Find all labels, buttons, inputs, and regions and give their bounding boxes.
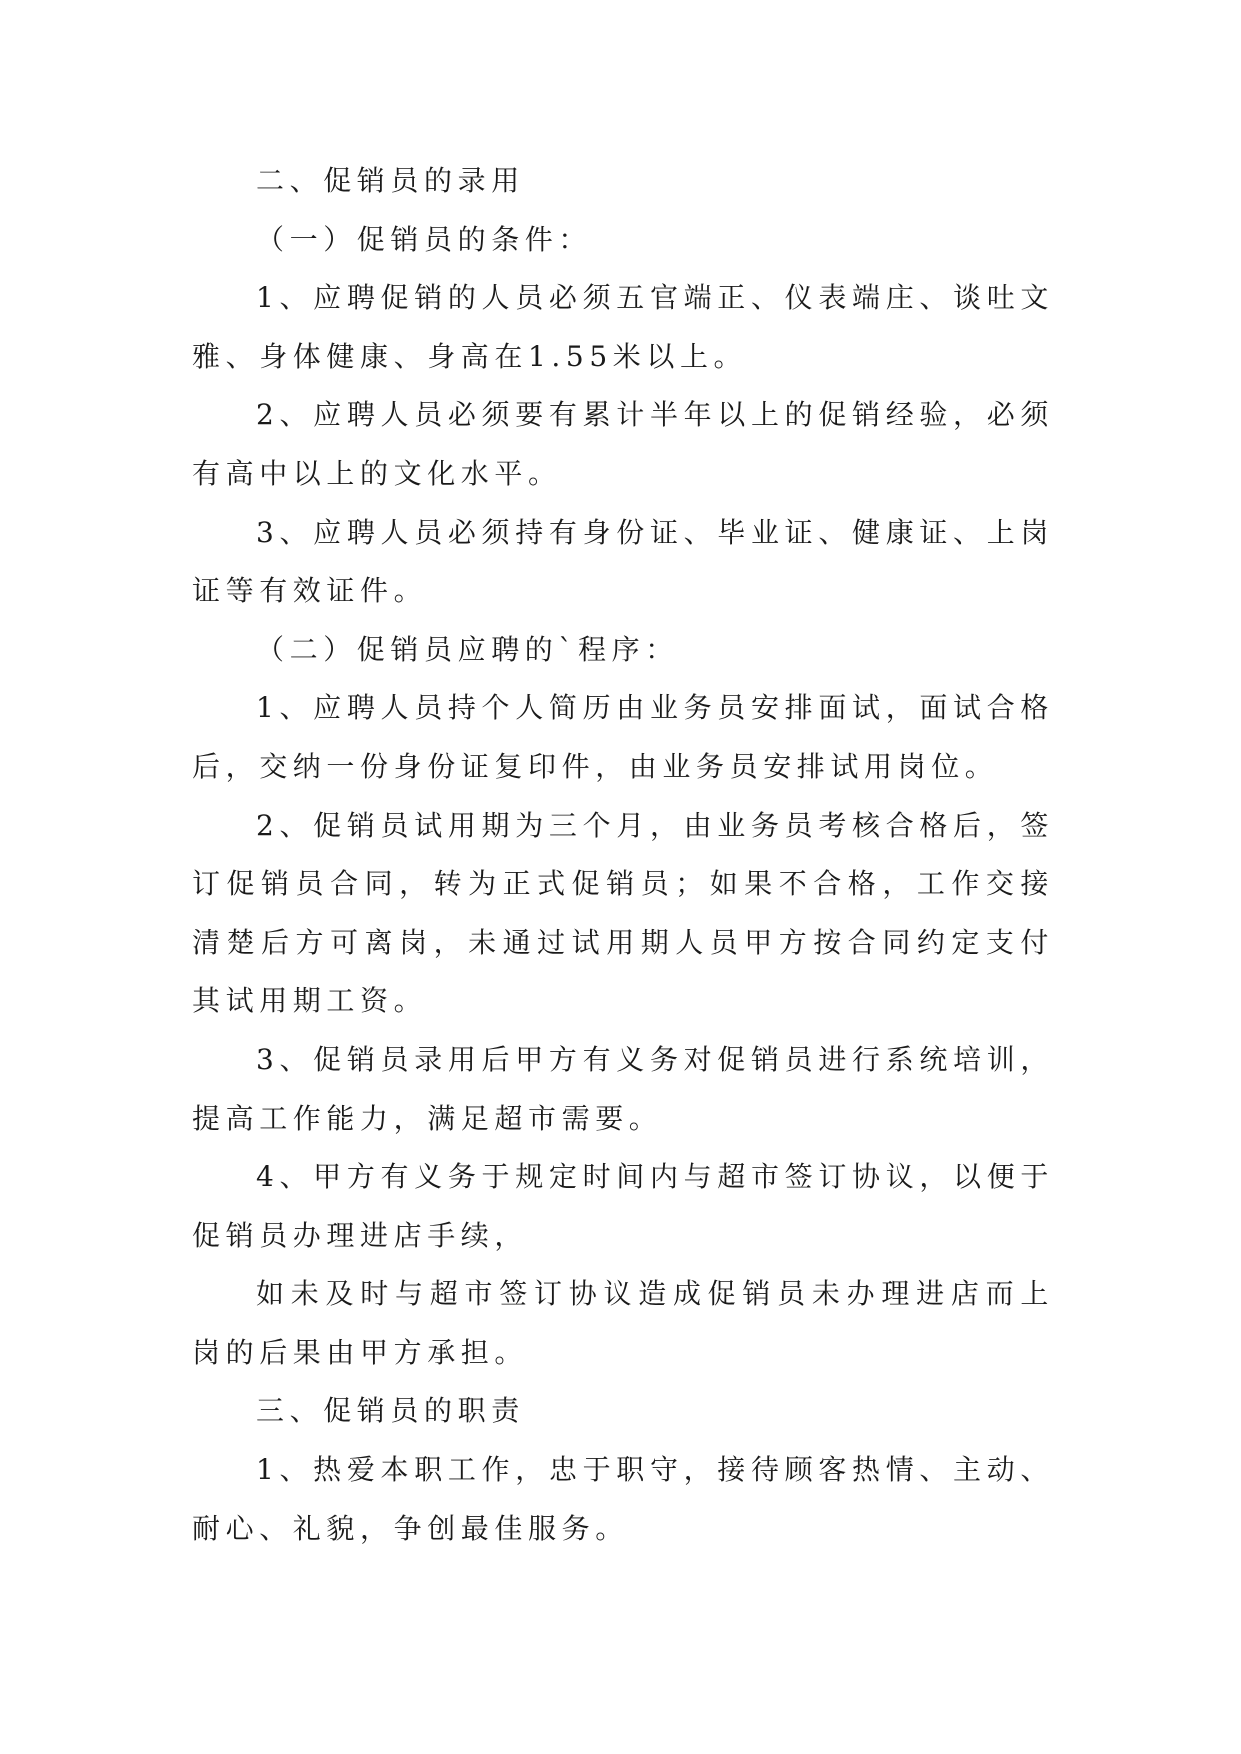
paragraph: 3、应聘人员必须持有身份证、毕业证、健康证、上岗证等有效证件。 (192, 515, 1054, 608)
paragraph: 如未及时与超市签订协议造成促销员未办理进店而上岗的后果由甲方承担。 (192, 1277, 1054, 1369)
paragraph: 3、促销员录用后甲方有义务对促销员进行系统培训，提高工作能力，满足超市需要。 (192, 1042, 1054, 1135)
paragraph: 2、应聘人员必须要有累计半年以上的促销经验，必须有高中以上的文化水平。 (192, 398, 1054, 490)
paragraph: 1、应聘促销的人员必须五官端正、仪表端庄、谈吐文雅、身体健康、身高在1.55米以上。 (192, 281, 1054, 373)
paragraph: 1、热爱本职工作，忠于职守，接待顾客热情、主动、耐心、礼貌，争创最佳服务。 (192, 1453, 1054, 1545)
subsection-heading-conditions: （一）促销员的条件： (256, 222, 593, 256)
paragraph: 4、甲方有义务于规定时间内与超市签订协议，以便于促销员办理进店手续， (192, 1160, 1054, 1252)
document-body (192, 152, 1054, 1558)
section-heading-recruitment: 二、促销员的录用 (256, 164, 525, 197)
paragraph: 2、促销员试用期为三个月，由业务员考核合格后，签订促销员合同，转为正式促销员；如果不合格，工作交接清楚后方可离岗，未通过试用期人员甲方按合同约定支付其试用期工资。 (192, 808, 1054, 1018)
section-heading-duties: 三、促销员的职责 (256, 1394, 525, 1428)
paragraph: 1、应聘人员持个人简历由业务员安排面试，面试合格后，交纳一份身份证复印件，由业务员安排试用岗位。 (192, 691, 1054, 783)
subsection-heading-procedure: （二）促销员应聘的`程序： (256, 632, 679, 666)
